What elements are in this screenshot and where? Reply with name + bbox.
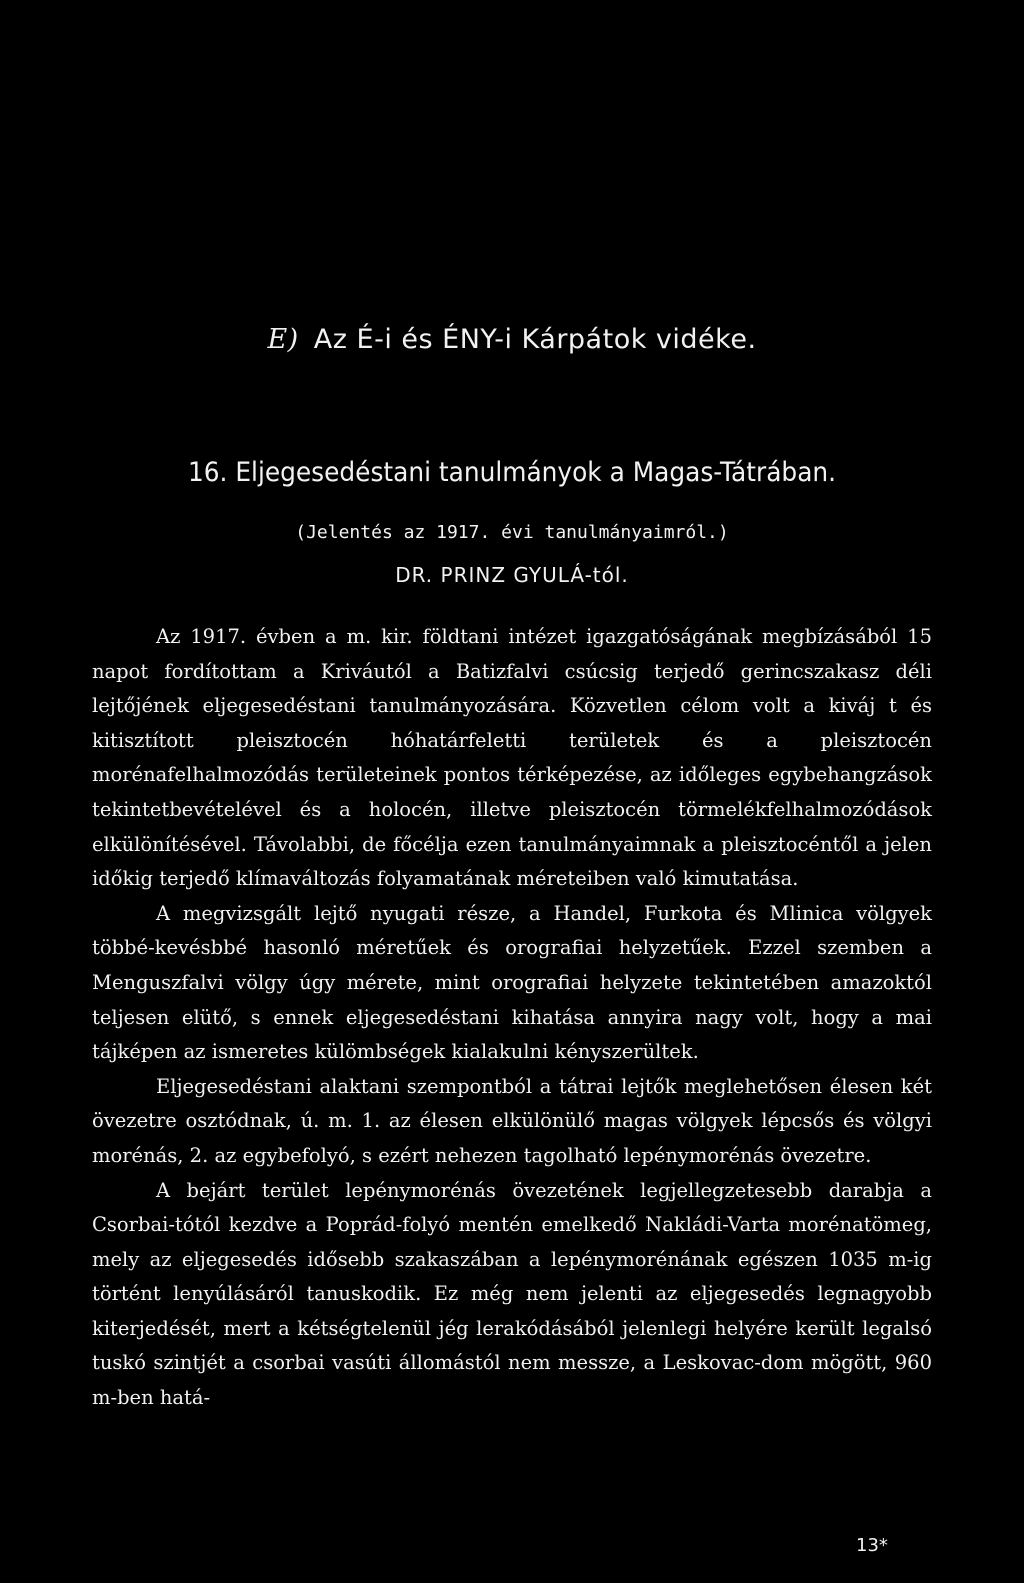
section-heading xyxy=(0,324,1024,355)
paragraph: Az 1917. évben a m. kir. földtani intézet igazgatóságának megbízásából 15 napot fordítottam a Kriváutól a Batizfalvi csúcsig terjedő gerincszakasz déli lejtőjének eljegesedéstani tanulmányozására. Közvetlen célom volt a kiváj t és kitisztított pleisztocén hóhatárfeletti területek és a pleisztocén morénafelhalmozódás területeinek pontos térképezése, az időleges egybehangzások tekintetbevételével és a holocén, illetve pleisztocén törmelékfelhalmozódások elkülönítésével. Távolabbi, de főcélja ezen tanulmányaimnak a pleisztocéntől a jelen időkig terjedő klímaváltozás folyamatának méreteiben való kimutatása. xyxy=(92,625,932,891)
page-number: 13* xyxy=(856,1535,888,1556)
section-letter: E) xyxy=(267,324,299,355)
chapter-title: 16. Eljegesedéstani tanulmányok a Magas-Tátrában. xyxy=(187,457,837,488)
paragraph: Eljegesedéstani alaktani szempontból a tátrai lejtők meglehetősen élesen két övezetre osztódnak, ú. m. 1. az élesen elkülönülő magas völgyek lépcsős és völgyi morénás, 2. az egybefolyó, s ezért nehezen tagolható lepénymorénás övezetre. xyxy=(92,1074,932,1167)
body-text xyxy=(92,620,932,1416)
section-heading-text: Az É-i és ÉNY-i Kárpátok vidéke. xyxy=(313,324,757,355)
paragraph: A megvizsgált lejtő nyugati része, a Handel, Furkota és Mlinica völgyek többé-kevésbbé hasonló méretűek és orografiai helyzetűek. Ezzel szemben a Menguszfalvi völgy úgy mérete, mint orografiai helyzete tekintetében amazoktól teljesen elütő, s ennek eljegesedéstani kihatása annyira nagy volt, hogy a mai tájképen az ismeretes külömbségek kialakulni kényszerültek. xyxy=(92,901,932,1064)
paragraph: A bejárt terület lepénymorénás övezetének legjellegzetesebb darabja a Csorbai-tótól kezdve a Poprád-folyó mentén emelkedő Nakládi-Varta morénatömeg, mely az eljegesedés idősebb szakaszában a lepénymorénának egészen 1035 m-ig történt lenyúlásáról tanuskodik. Ez még nem jelenti az eljegesedés legnagyobb kiterjedését, mert a kétségtelenül jég lerakódásából jelenlegi helyére került legalsó tuskó szintjét a csorbai vasúti állomástól nem messze, a Leskovac-dom mögött, 960 m-ben hatá- xyxy=(92,1178,932,1410)
author-line: DR. PRINZ GYULÁ-tól. xyxy=(395,563,629,587)
report-note: (Jelentés az 1917. évi tanulmányaimról.) xyxy=(295,522,729,543)
